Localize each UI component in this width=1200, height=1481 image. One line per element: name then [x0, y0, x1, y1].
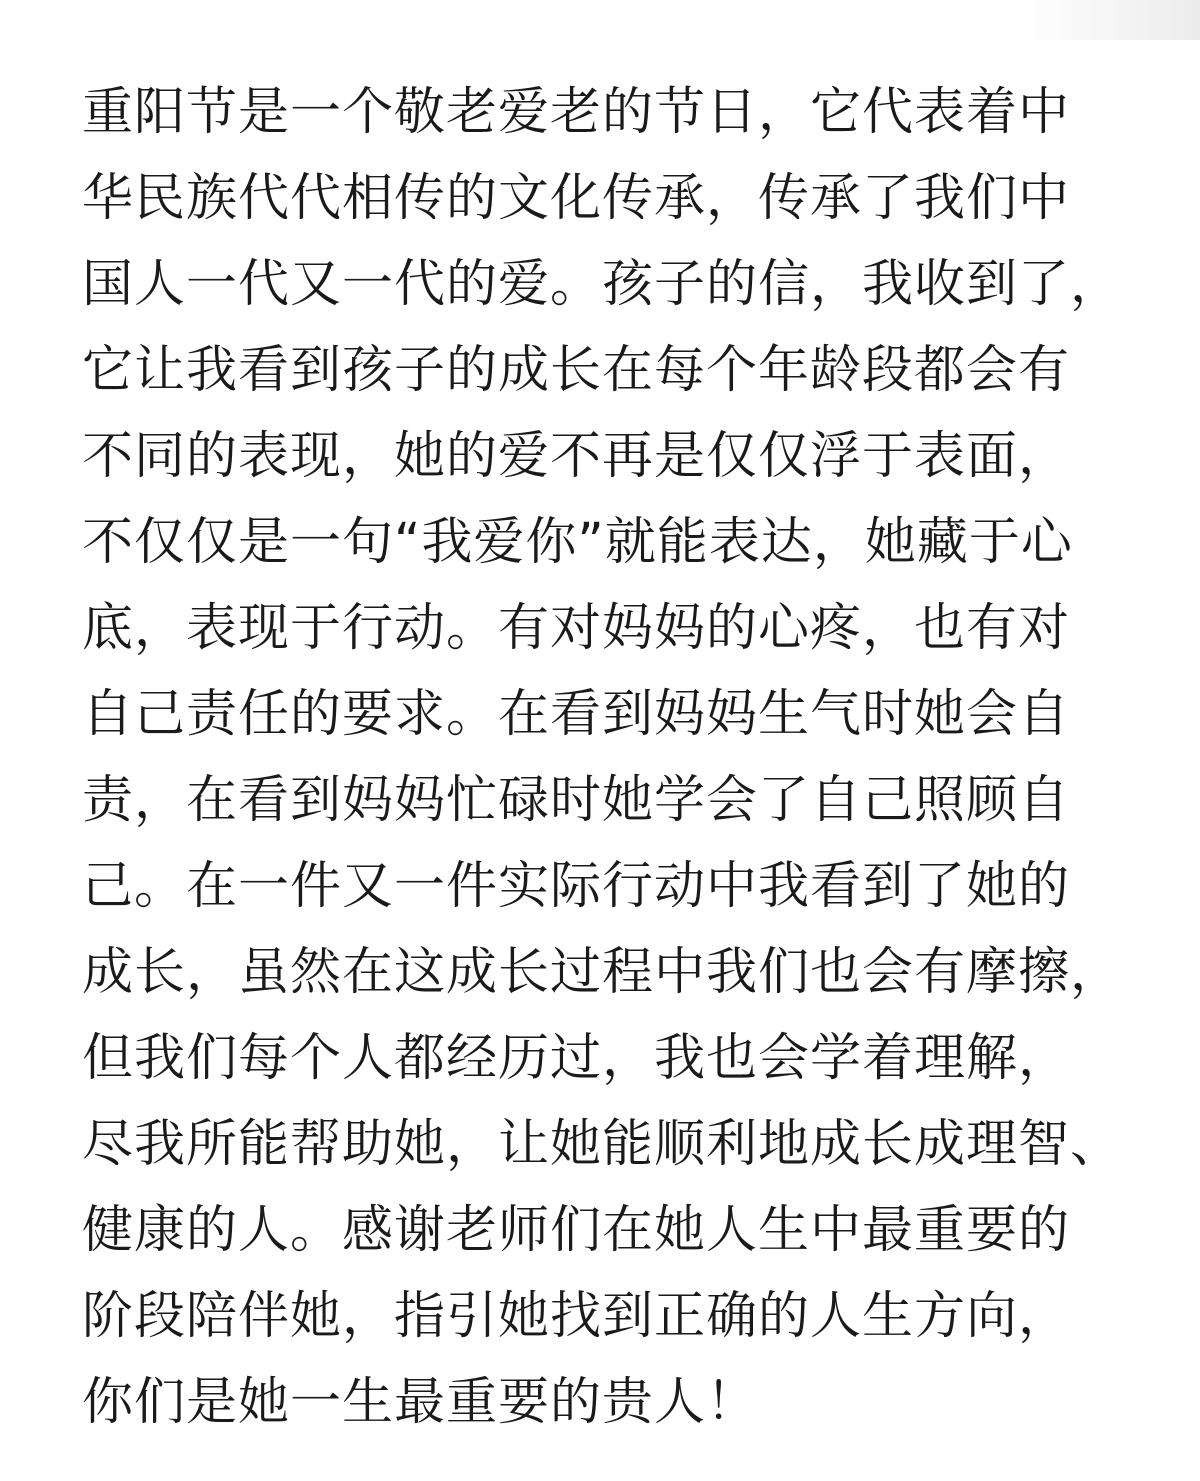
text-line: 但我们每个人都经历过，我也会学着理解，	[82, 1029, 1071, 1088]
text-line: 它让我看到孩子的成长在每个年龄段都会有	[82, 341, 1071, 400]
text-line: 自己责任的要求。在看到妈妈生气时她会自	[82, 685, 1071, 744]
text-line: 责，在看到妈妈忙碌时她学会了自己照顾自	[82, 771, 1071, 830]
text-line: 华民族代代相传的文化传承，传承了我们中	[82, 169, 1071, 228]
text-line: 成长，虽然在这成长过程中我们也会有摩擦，	[82, 943, 1123, 1002]
text-line: 不同的表现，她的爱不再是仅仅浮于表面，	[82, 427, 1071, 486]
text-line: 国人一代又一代的爱。孩子的信，我收到了，	[82, 255, 1123, 314]
text-line: 己。在一件又一件实际行动中我看到了她的	[82, 857, 1071, 916]
text-line: 你们是她一生最重要的贵人！	[82, 1373, 759, 1432]
text-line: 阶段陪伴她，指引她找到正确的人生方向，	[82, 1287, 1071, 1346]
paragraph	[82, 70, 1162, 1446]
corner-shade	[1020, 0, 1200, 40]
text-line: 健康的人。感谢老师们在她人生中最重要的	[82, 1201, 1071, 1260]
text-line: 不仅仅是一句“我爱你”就能表达，她藏于心	[82, 513, 1073, 572]
text-line: 重阳节是一个敬老爱老的节日，它代表着中	[82, 83, 1071, 142]
text-line: 底，表现于行动。有对妈妈的心疼，也有对	[82, 599, 1071, 658]
text-line: 尽我所能帮助她，让她能顺利地成长成理智、	[82, 1115, 1123, 1174]
